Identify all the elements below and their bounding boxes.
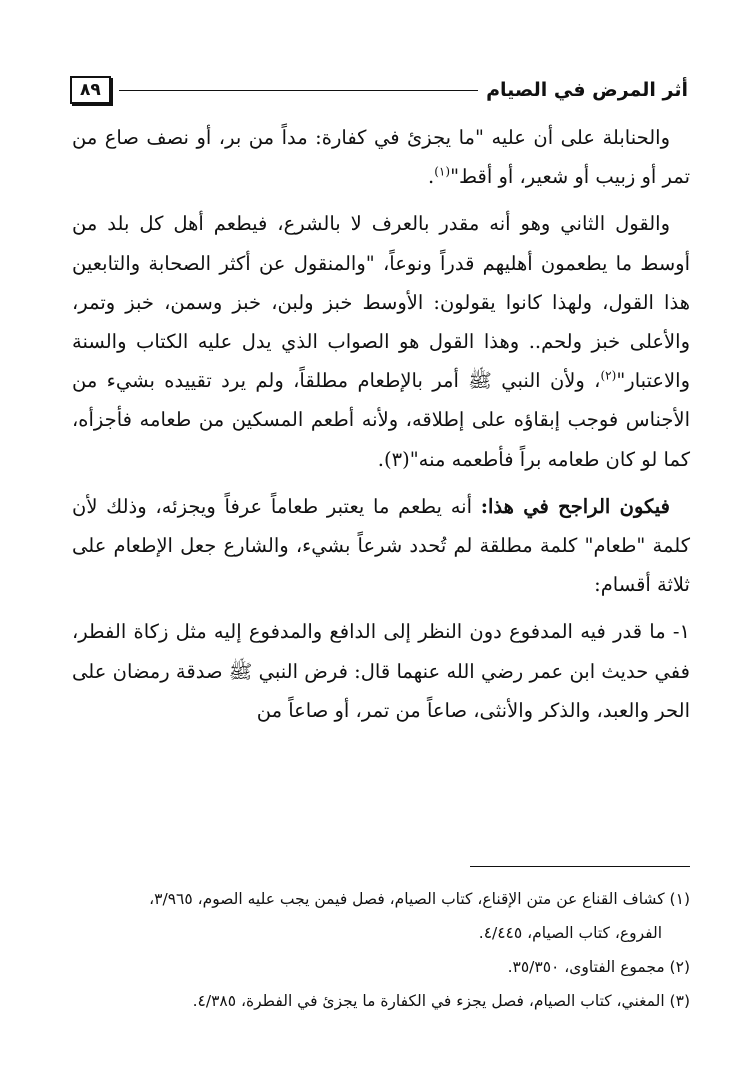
paragraph-2-text: والقول الثاني وهو أنه مقدر بالعرف لا بالشرع، فيطعم أهل كل بلد من أوسط ما يطعمون أهليهم قدراً ونوعاً، "والمنقول عن أكثر الصحابة والتابعين هذا القول، ولهذا كانوا يقولون: الأوسط خبز ولبن، خبز وسمن، خبز وتمر، والأعلى خبز ولحم.. وهذا القول هو الصواب الذي يدل عليه الكتاب والسنة والاعتبار" [72,212,690,393]
paragraph-4 [72,612,690,730]
footnote-2 [60,950,690,984]
page-header [70,72,688,108]
footnote-2-line1: (٢) مجموع الفتاوى، ٣٥/٣٥٠. [507,958,690,976]
paragraph-1 [72,118,690,196]
paragraph-4-text: ١- ما قدر فيه المدفوع دون النظر إلى الدافع والمدفوع إليه مثل زكاة الفطر، ففي حديث ابن عمر رضي الله عنهما قال: فرض النبي ﷺ صدقة رمضان على الحر والعبد، والذكر والأنثى، صاعاً من تمر، أو صاعاً من [72,620,690,722]
footnote-1 [60,882,690,950]
running-title: أثر المرض في الصيام [486,79,688,101]
paragraph-3-lead: فيكون الراجح في هذا: [480,494,671,518]
footnote-3 [60,984,690,1018]
paragraph-3 [72,487,690,605]
paragraph-3-text: أنه يطعم ما يعتبر طعاماً عرفاً ويجزئه، وذلك لأن كلمة "طعام" كلمة مطلقة لم تُحدد شرعاً بشيء، والشارع جعل الإطعام على ثلاثة أقسام: [72,494,690,597]
paragraph-1-tail: . [428,165,435,189]
paragraph-1-text: والحنابلة على أن عليه "ما يجزئ في كفارة: مداً من بر، أو نصف صاع من تمر أو زبيب أو شعير، أو أقط" [72,126,690,189]
footnote-ref-1: (١) [434,164,451,179]
footnote-1-line2: الفروع، كتاب الصيام، ٤/٤٤٥. [478,924,662,942]
main-text [72,118,690,738]
paragraph-2 [72,204,690,478]
footnote-1-line1: (١) كشاف القناع عن متن الإقناع، كتاب الصيام، فصل فيمن يجب عليه الصوم، ٣/٩٦٥، [149,890,690,908]
footnotes [60,882,690,1018]
header-rule [119,90,478,91]
paragraph-2-tail: ، ولأن النبي ﷺ أمر بالإطعام مطلقاً، ولم يرد تقييده بشيء من الأجناس فوجب إبقاؤه على إطلاقه، ولأنه أطعم المسكين من طعامه فأجزأه، كما لو كان طعامه براً فأطعمه منه"(٣). [72,369,690,471]
page-number: ٨٩ [70,76,111,104]
footnote-3-line1: (٣) المغني، كتاب الصيام، فصل يجزء في الكفارة ما يجزئ في الفطرة، ٤/٣٨٥. [192,992,690,1010]
footnote-divider [470,866,690,867]
footnote-ref-2: (٢) [600,368,617,383]
